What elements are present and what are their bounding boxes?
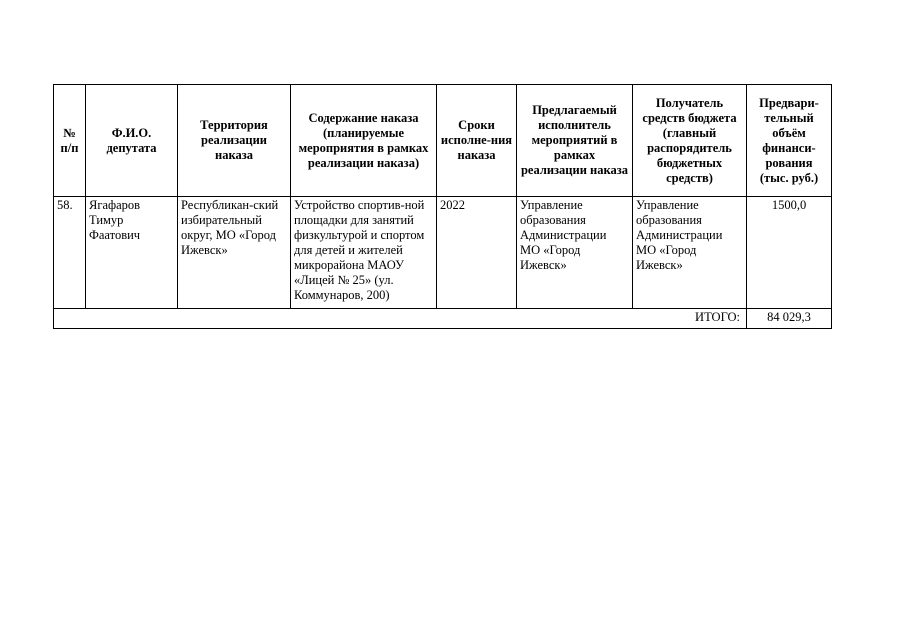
header-amount: Предвари-тельный объём финанси-рования (тыс. руб.) [747, 85, 832, 197]
header-deputy: Ф.И.О. депутата [86, 85, 178, 197]
header-row [54, 85, 832, 197]
cell-recipient: Управление образования Администрации МО «Город Ижевск» [633, 197, 747, 309]
total-label: ИТОГО: [54, 309, 747, 329]
header-recipient: Получатель средств бюджета (главный распорядитель бюджетных средств) [633, 85, 747, 197]
total-row [54, 309, 832, 329]
total-value: 84 029,3 [747, 309, 832, 329]
header-content: Содержание наказа (планируемые мероприятия в рамках реализации наказа) [291, 85, 437, 197]
header-territory: Территория реализации наказа [178, 85, 291, 197]
cell-content: Устройство спортив-ной площадки для занятий физкультурой и спортом для детей и жителей микрорайона МАОУ «Лицей № 25» (ул. Коммунаров, 200) [291, 197, 437, 309]
cell-executor: Управление образования Администрации МО «Город Ижевск» [517, 197, 633, 309]
header-number: № п/п [54, 85, 86, 197]
cell-territory: Республикан-ский избирательный округ, МО «Город Ижевск» [178, 197, 291, 309]
cell-number: 58. [54, 197, 86, 309]
table-row [54, 197, 832, 309]
cell-deadline: 2022 [437, 197, 517, 309]
cell-deputy: Ягафаров Тимур Фаатович [86, 197, 178, 309]
header-executor: Предлагаемый исполнитель мероприятий в рамках реализации наказа [517, 85, 633, 197]
cell-amount: 1500,0 [747, 197, 832, 309]
order-table [53, 84, 832, 329]
header-deadline: Сроки исполне-ния наказа [437, 85, 517, 197]
